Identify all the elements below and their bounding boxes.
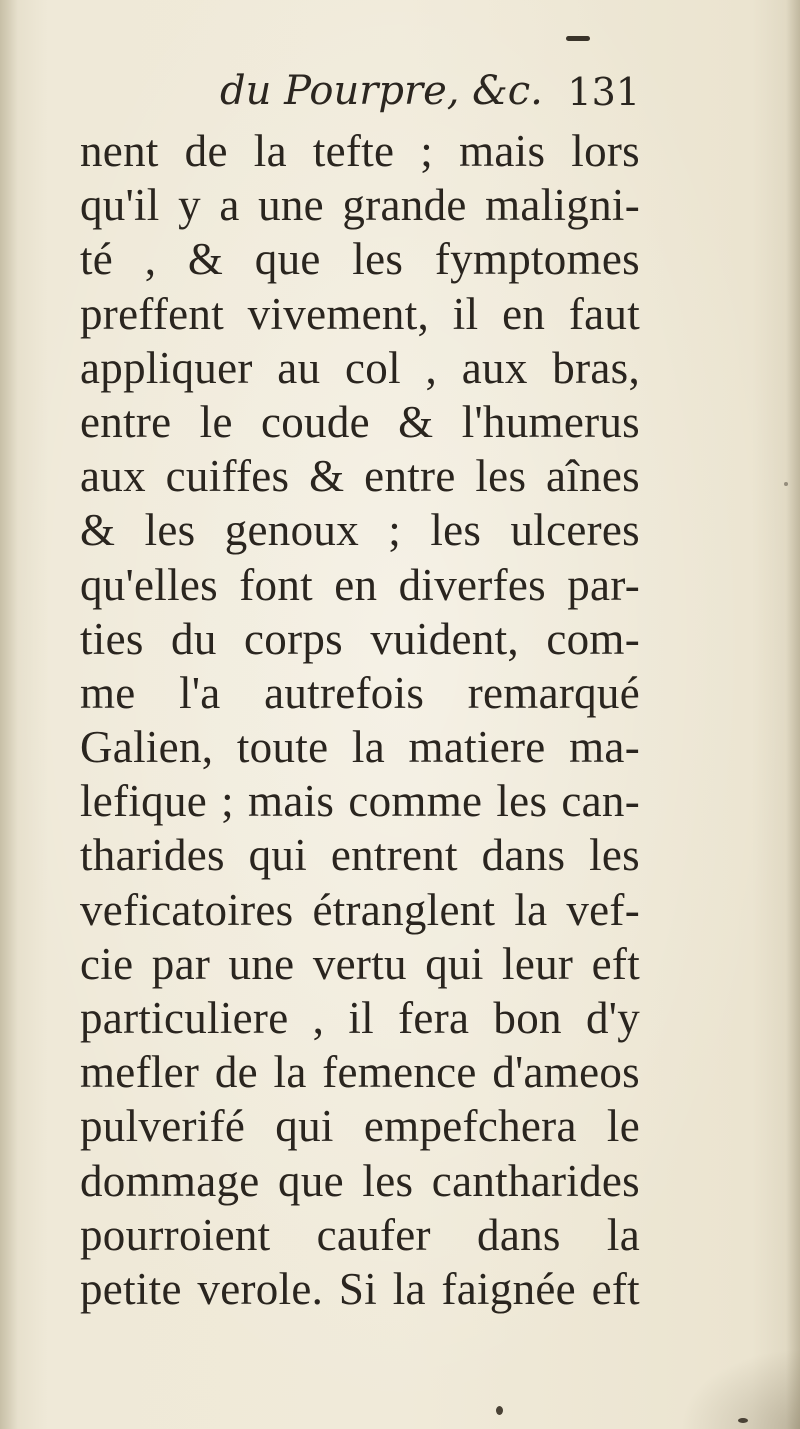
text-line: tharides qui entrent dans les — [80, 830, 640, 881]
text-line: nent de la tefte ; mais lors — [80, 126, 640, 176]
text-line: appliquer au col , aux bras, — [80, 342, 640, 393]
page-edge-shadow-right — [786, 0, 800, 1429]
page-corner-shadow — [680, 1349, 800, 1429]
ink-speck — [496, 1406, 503, 1415]
page-header — [80, 66, 640, 124]
text-line: ties du corps vuident, com- — [80, 613, 640, 664]
text-line: Galien, toute la matiere ma- — [80, 722, 640, 773]
running-head: du Pourpre, &c. — [220, 68, 543, 114]
text-line: pourroient caufer dans la — [80, 1209, 640, 1260]
ink-speck — [738, 1418, 748, 1423]
text-line: veficatoires étranglent la vef- — [80, 884, 640, 935]
ink-mark — [566, 36, 590, 41]
body-text — [80, 124, 640, 1316]
text-line: lefique ; mais comme les can- — [80, 776, 640, 827]
text-line: entre le coude & l'humerus — [80, 396, 640, 447]
text-line: me l'a autrefois remarqué — [80, 667, 640, 718]
text-line: qu'il y a une grande maligni- — [80, 180, 640, 231]
text-line: mefler de la femence d'ameos — [80, 1047, 640, 1098]
text-line: cie par une vertu qui leur eft — [80, 938, 640, 989]
text-line: & les genoux ; les ulceres — [80, 505, 640, 556]
text-line: té , & que les fymptomes — [80, 234, 640, 285]
text-line: preffent vivement, il en faut — [80, 288, 640, 339]
text-line: dommage que les cantharides — [80, 1155, 640, 1206]
ink-speck — [784, 482, 788, 486]
text-line: qu'elles font en diverfes par- — [80, 559, 640, 610]
page-edge-shadow-left — [0, 0, 18, 1429]
text-line: pulverifé qui empefchera le — [80, 1101, 640, 1152]
text-line: petite verole. Si la faignée eft — [80, 1263, 640, 1314]
text-line: aux cuiffes & entre les aînes — [80, 451, 640, 502]
page-number: 131 — [567, 70, 640, 114]
text-line: particuliere , il fera bon d'y — [80, 993, 640, 1043]
